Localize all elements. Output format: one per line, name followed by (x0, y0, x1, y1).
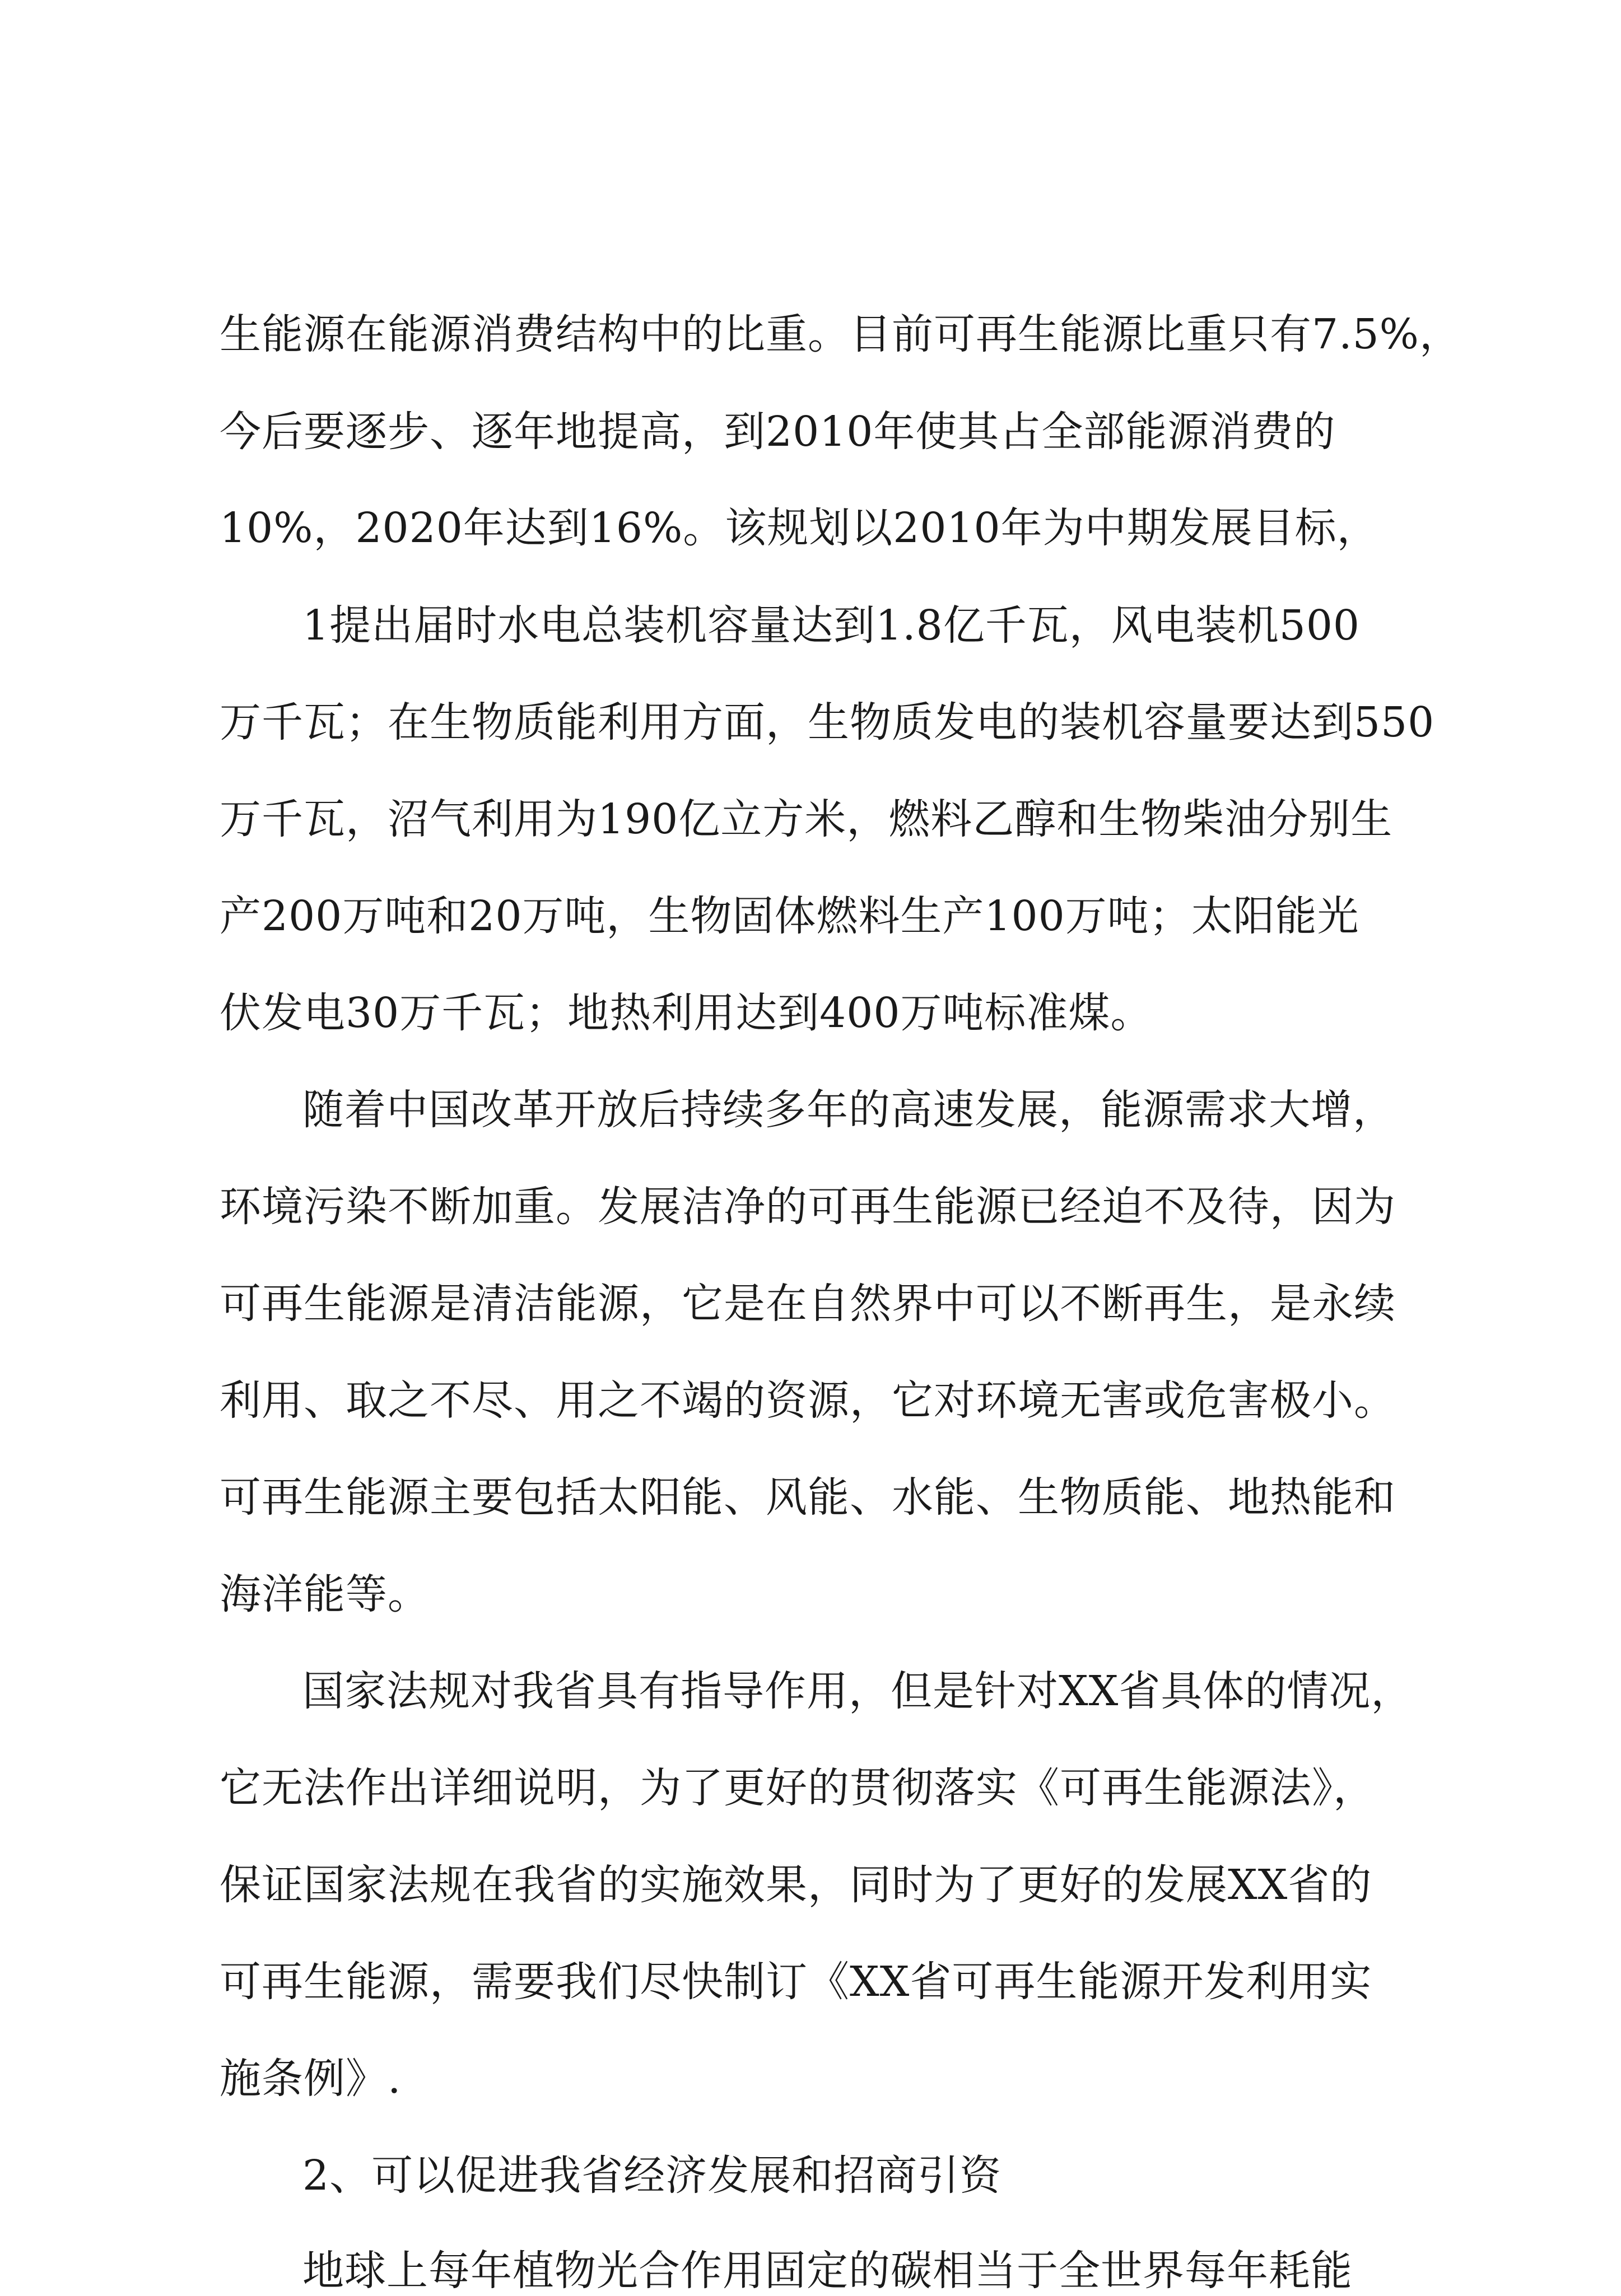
paragraph-line: 保证国家法规在我省的实施效果，同时为了更好的发展XX省的 (220, 1861, 1372, 1909)
paragraph-line: 10%，2020年达到16%。该规划以2010年为中期发展目标， (220, 504, 1379, 552)
paragraph-line: 万千瓦；在生物质能利用方面，生物质发电的装机容量要达到550 (220, 698, 1435, 746)
paragraph-line: 可再生能源，需要我们尽快制订《XX省可再生能源开发利用实 (220, 1958, 1372, 2006)
paragraph-line: 地球上每年植物光合作用固定的碳相当于全世界每年耗能 (302, 2247, 1353, 2295)
paragraph-line: 施条例》. (220, 2055, 402, 2103)
paragraph-line: 国家法规对我省具有指导作用，但是针对XX省具体的情况， (302, 1667, 1413, 1715)
paragraph-line: 今后要逐步、逐年地提高，到2010年使其占全部能源消费的 (220, 408, 1336, 456)
paragraph-line: 伏发电30万千瓦；地热利用达到400万吨标准煤。 (220, 989, 1153, 1037)
section-heading: 2、可以促进我省经济发展和招商引资 (302, 2152, 1002, 2200)
paragraph-line: 产200万吨和20万吨，生物固体燃料生产100万吨；太阳能光 (220, 892, 1359, 940)
paragraph-line: 生能源在能源消费结构中的比重。目前可再生能源比重只有7.5%， (220, 310, 1461, 358)
paragraph-line: 可再生能源主要包括太阳能、风能、水能、生物质能、地热能和 (220, 1473, 1396, 1522)
paragraph-line: 万千瓦，沼气利用为190亿立方米，燃料乙醇和生物柴油分别生 (220, 795, 1393, 843)
paragraph-line: 随着中国改革开放后持续多年的高速发展，能源需求大增， (302, 1086, 1395, 1134)
paragraph-line: 它无法作出详细说明，为了更好的贯彻落实《可再生能源法》， (220, 1764, 1375, 1812)
paragraph-line: 海洋能等。 (220, 1570, 430, 1618)
paragraph-line: 可再生能源是清洁能源，它是在自然界中可以不断再生，是永续 (220, 1280, 1396, 1328)
paragraph-line: 利用、取之不尽、用之不竭的资源，它对环境无害或危害极小。 (220, 1376, 1396, 1425)
paragraph-line: 环境污染不断加重。发展洁净的可再生能源已经迫不及待，因为 (220, 1183, 1396, 1231)
paragraph-line: 1提出届时水电总装机容量达到1.8亿千瓦，风电装机500 (302, 601, 1361, 650)
